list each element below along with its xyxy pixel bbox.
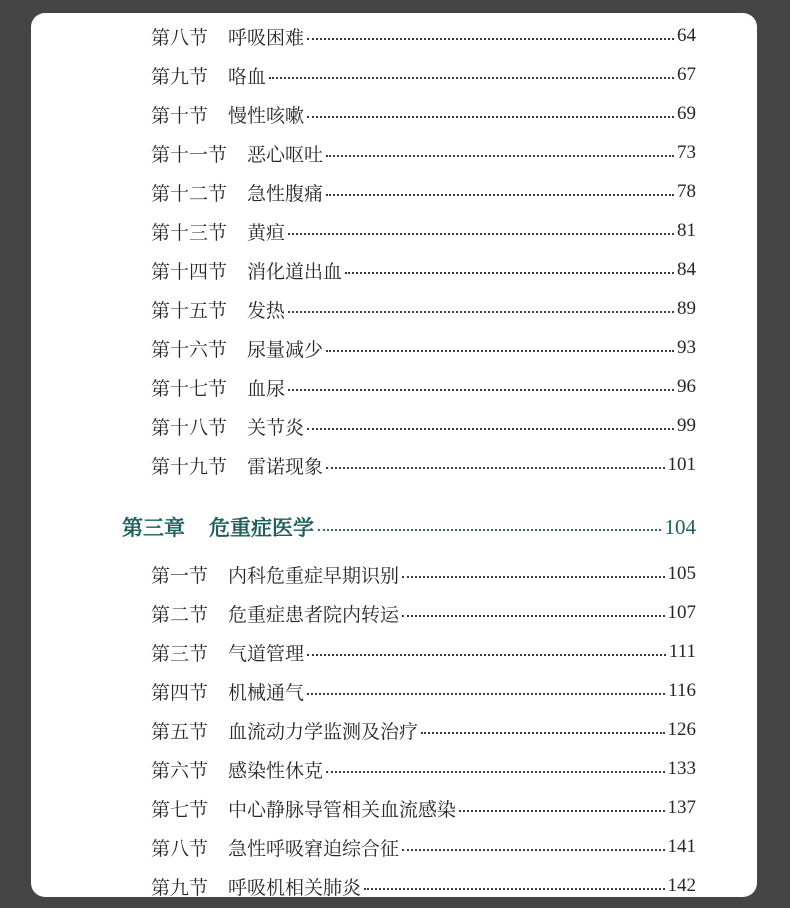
section-number: 第二节 bbox=[151, 603, 209, 626]
toc-entry bbox=[151, 372, 696, 402]
toc-entry bbox=[151, 715, 696, 745]
dot-leader bbox=[307, 693, 665, 695]
dot-leader bbox=[307, 38, 674, 40]
dot-leader bbox=[326, 467, 664, 469]
section-number: 第十七节 bbox=[151, 377, 228, 400]
page-number: 89 bbox=[677, 298, 696, 319]
toc-entry bbox=[151, 793, 696, 823]
section-title: 发热 bbox=[247, 299, 286, 322]
section-number: 第十五节 bbox=[151, 299, 228, 322]
section-number: 第四节 bbox=[151, 681, 209, 704]
section-number: 第五节 bbox=[151, 720, 209, 743]
dot-leader bbox=[402, 849, 664, 851]
dot-leader bbox=[307, 428, 674, 430]
dot-leader bbox=[421, 732, 664, 734]
dot-leader bbox=[288, 233, 674, 235]
section-title: 血尿 bbox=[247, 377, 286, 400]
section-number: 第十六节 bbox=[151, 338, 228, 361]
page-number: 104 bbox=[664, 514, 696, 539]
toc-page bbox=[31, 13, 757, 897]
page-number: 142 bbox=[667, 875, 696, 896]
section-title: 尿量减少 bbox=[247, 338, 324, 361]
page-number: 111 bbox=[668, 641, 696, 662]
chapter-heading bbox=[122, 510, 696, 544]
dot-leader bbox=[326, 771, 664, 773]
section-number: 第一节 bbox=[151, 564, 209, 587]
page-number: 105 bbox=[667, 563, 696, 584]
section-number: 第八节 bbox=[151, 26, 209, 49]
section-title: 内科危重症早期识别 bbox=[228, 564, 400, 587]
dot-leader bbox=[288, 389, 674, 391]
section-title: 黄疸 bbox=[247, 221, 286, 244]
section-title: 呼吸困难 bbox=[228, 26, 305, 49]
dot-leader bbox=[345, 272, 674, 274]
toc-entry bbox=[151, 754, 696, 784]
page-number: 81 bbox=[677, 220, 696, 241]
page-number: 141 bbox=[667, 836, 696, 857]
section-title: 气道管理 bbox=[228, 642, 305, 665]
section-title: 慢性咳嗽 bbox=[228, 104, 305, 127]
section-title: 咯血 bbox=[228, 65, 267, 88]
dot-leader bbox=[307, 654, 666, 656]
toc-entry bbox=[151, 21, 696, 51]
section-number: 第十节 bbox=[151, 104, 209, 127]
toc-entry bbox=[151, 177, 696, 207]
page-number: 99 bbox=[677, 415, 696, 436]
dot-leader bbox=[288, 311, 674, 313]
toc-entry bbox=[151, 138, 696, 168]
section-title: 中心静脉导管相关血流感染 bbox=[228, 798, 457, 821]
section-title: 危重症患者院内转运 bbox=[228, 603, 400, 626]
toc-entry bbox=[151, 60, 696, 90]
page-number: 67 bbox=[677, 64, 696, 85]
toc-entry bbox=[151, 450, 696, 480]
dot-leader bbox=[402, 576, 664, 578]
section-number: 第八节 bbox=[151, 837, 209, 860]
section-number: 第六节 bbox=[151, 759, 209, 782]
toc-entry bbox=[151, 676, 696, 706]
toc-entry bbox=[151, 832, 696, 862]
section-title: 消化道出血 bbox=[247, 260, 343, 283]
section-number: 第十八节 bbox=[151, 416, 228, 439]
section-number: 第十九节 bbox=[151, 455, 228, 478]
dot-leader bbox=[326, 350, 674, 352]
section-title: 急性呼吸窘迫综合征 bbox=[228, 837, 400, 860]
section-number: 第七节 bbox=[151, 798, 209, 821]
page-number: 116 bbox=[668, 680, 696, 701]
toc-entry bbox=[151, 99, 696, 129]
section-number: 第九节 bbox=[151, 876, 209, 897]
page-number: 107 bbox=[667, 602, 696, 623]
chapter-number: 第三章 bbox=[122, 516, 185, 540]
section-number: 第十三节 bbox=[151, 221, 228, 244]
page-number: 73 bbox=[677, 142, 696, 163]
section-title: 感染性休克 bbox=[228, 759, 324, 782]
section-title: 急性腹痛 bbox=[247, 182, 324, 205]
page-number: 101 bbox=[667, 454, 696, 475]
page-number: 133 bbox=[667, 758, 696, 779]
dot-leader bbox=[269, 77, 674, 79]
section-number: 第九节 bbox=[151, 65, 209, 88]
page-number: 93 bbox=[677, 337, 696, 358]
toc-entry bbox=[151, 294, 696, 324]
dot-leader bbox=[402, 615, 664, 617]
section-title: 雷诺现象 bbox=[247, 455, 324, 478]
toc-entry bbox=[151, 871, 696, 897]
section-number: 第十一节 bbox=[151, 143, 228, 166]
toc-entry bbox=[151, 637, 696, 667]
toc-entry bbox=[151, 411, 696, 441]
dot-leader bbox=[326, 194, 674, 196]
section-number: 第三节 bbox=[151, 642, 209, 665]
section-title: 恶心呕吐 bbox=[247, 143, 324, 166]
section-number: 第十二节 bbox=[151, 182, 228, 205]
page-number: 69 bbox=[677, 103, 696, 124]
dot-leader bbox=[364, 888, 664, 890]
section-title: 机械通气 bbox=[228, 681, 305, 704]
toc-entry bbox=[151, 333, 696, 363]
dot-leader bbox=[307, 116, 674, 118]
toc-entry bbox=[151, 559, 696, 589]
dot-leader bbox=[326, 155, 674, 157]
page-number: 126 bbox=[667, 719, 696, 740]
toc-entry bbox=[151, 598, 696, 628]
chapter-title: 危重症医学 bbox=[209, 516, 314, 540]
toc-entry bbox=[151, 216, 696, 246]
page-number: 96 bbox=[677, 376, 696, 397]
section-title: 呼吸机相关肺炎 bbox=[228, 876, 362, 897]
section-title: 关节炎 bbox=[247, 416, 305, 439]
section-number: 第十四节 bbox=[151, 260, 228, 283]
page-number: 64 bbox=[677, 25, 696, 46]
page-number: 137 bbox=[667, 797, 696, 818]
page-number: 78 bbox=[677, 181, 696, 202]
dot-leader bbox=[459, 810, 664, 812]
page-number: 84 bbox=[677, 259, 696, 280]
toc-entry bbox=[151, 255, 696, 285]
dot-leader bbox=[318, 529, 661, 531]
section-title: 血流动力学监测及治疗 bbox=[228, 720, 419, 743]
